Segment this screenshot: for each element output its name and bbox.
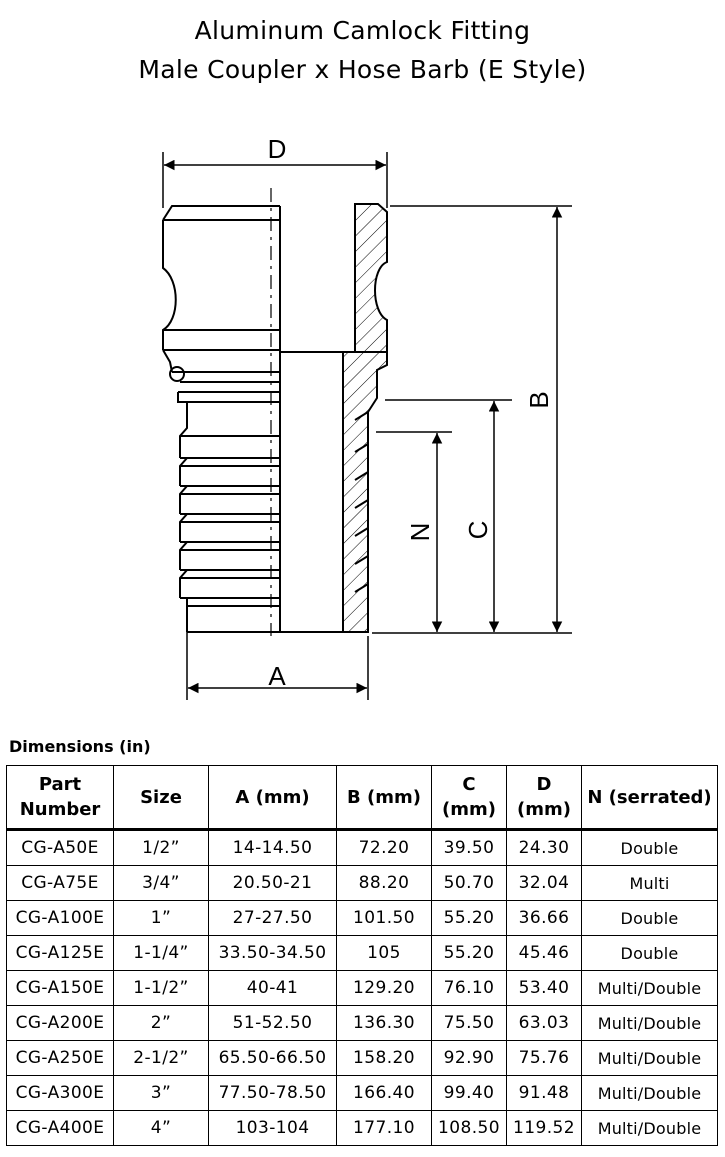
cell-d: 24.30 xyxy=(507,830,582,866)
cell-n: Double xyxy=(582,901,718,936)
header-a: A (mm) xyxy=(209,766,337,830)
cell-d: 53.40 xyxy=(507,971,582,1006)
cell-b: 88.20 xyxy=(337,866,432,901)
cell-d: 36.66 xyxy=(507,901,582,936)
coupler-head-section xyxy=(355,204,387,352)
cell-part: CG-A200E xyxy=(7,1006,114,1041)
header-c xyxy=(432,766,507,830)
cell-c: 75.50 xyxy=(432,1006,507,1041)
cell-size: 1-1/2” xyxy=(114,971,209,1006)
title-line-1: Aluminum Camlock Fitting xyxy=(194,16,531,45)
cell-part: CG-A150E xyxy=(7,971,114,1006)
cell-part: CG-A250E xyxy=(7,1041,114,1076)
cell-a: 33.50-34.50 xyxy=(209,936,337,971)
cell-n: Multi/Double xyxy=(582,1111,718,1146)
cell-d: 63.03 xyxy=(507,1006,582,1041)
cell-size: 2-1/2” xyxy=(114,1041,209,1076)
cell-size: 1-1/4” xyxy=(114,936,209,971)
cell-part: CG-A300E xyxy=(7,1076,114,1111)
cell-c: 39.50 xyxy=(432,830,507,866)
cell-a: 20.50-21 xyxy=(209,866,337,901)
title-line-2: Male Coupler x Hose Barb (E Style) xyxy=(138,55,587,84)
table-row xyxy=(7,866,718,901)
cell-d: 45.46 xyxy=(507,936,582,971)
cell-part: CG-A125E xyxy=(7,936,114,971)
header-part-number xyxy=(7,766,114,830)
cell-a: 65.50-66.50 xyxy=(209,1041,337,1076)
cell-n: Double xyxy=(582,936,718,971)
cell-b: 101.50 xyxy=(337,901,432,936)
cell-n: Multi/Double xyxy=(582,1006,718,1041)
cell-c: 108.50 xyxy=(432,1111,507,1146)
cell-a: 40-41 xyxy=(209,971,337,1006)
dim-label-a: A xyxy=(268,661,286,691)
cell-n: Double xyxy=(582,830,718,866)
cell-d: 91.48 xyxy=(507,1076,582,1111)
header-c-line2: (mm) xyxy=(442,799,496,820)
cell-size: 3” xyxy=(114,1076,209,1111)
dim-label-d: D xyxy=(267,134,287,164)
cell-size: 4” xyxy=(114,1111,209,1146)
cell-c: 92.90 xyxy=(432,1041,507,1076)
cell-b: 136.30 xyxy=(337,1006,432,1041)
cell-a: 77.50-78.50 xyxy=(209,1076,337,1111)
header-part-number-line1: Part xyxy=(38,774,82,795)
barb-wall-section xyxy=(343,352,387,632)
cell-a: 103-104 xyxy=(209,1111,337,1146)
cell-c: 50.70 xyxy=(432,866,507,901)
cell-size: 1/2” xyxy=(114,830,209,866)
dimension-c xyxy=(385,400,512,632)
cell-d: 119.52 xyxy=(507,1111,582,1146)
coupler-outline xyxy=(163,206,368,632)
header-n: N (serrated) xyxy=(582,766,718,830)
cell-c: 55.20 xyxy=(432,936,507,971)
cell-c: 76.10 xyxy=(432,971,507,1006)
header-d xyxy=(507,766,582,830)
cell-b: 105 xyxy=(337,936,432,971)
table-row xyxy=(7,971,718,1006)
table-row xyxy=(7,830,718,866)
dim-label-c: C xyxy=(463,520,493,540)
cell-b: 158.20 xyxy=(337,1041,432,1076)
cell-c: 99.40 xyxy=(432,1076,507,1111)
cell-b: 129.20 xyxy=(337,971,432,1006)
cell-n: Multi/Double xyxy=(582,971,718,1006)
table-row xyxy=(7,936,718,971)
table-row xyxy=(7,1076,718,1111)
cell-n: Multi xyxy=(582,866,718,901)
cell-c: 55.20 xyxy=(432,901,507,936)
cell-part: CG-A400E xyxy=(7,1111,114,1146)
cell-a: 27-27.50 xyxy=(209,901,337,936)
cell-size: 1” xyxy=(114,901,209,936)
header-c-line1: C xyxy=(462,774,476,795)
table-row xyxy=(7,901,718,936)
header-d-line1: D xyxy=(536,774,552,795)
cell-part: CG-A100E xyxy=(7,901,114,936)
header-part-number-line2: Number xyxy=(19,799,101,820)
dimension-b xyxy=(372,206,572,633)
table-header-row xyxy=(7,766,718,830)
table-row xyxy=(7,1111,718,1146)
cell-n: Multi/Double xyxy=(582,1076,718,1111)
cell-part: CG-A50E xyxy=(7,830,114,866)
cell-n: Multi/Double xyxy=(582,1041,718,1076)
cell-d: 32.04 xyxy=(507,866,582,901)
dim-label-n: N xyxy=(405,522,435,542)
table-row xyxy=(7,1041,718,1076)
dimensions-table xyxy=(6,765,718,1146)
cell-part: CG-A75E xyxy=(7,866,114,901)
header-b: B (mm) xyxy=(337,766,432,830)
cell-size: 2” xyxy=(114,1006,209,1041)
cell-b: 72.20 xyxy=(337,830,432,866)
header-size: Size xyxy=(114,766,209,830)
cell-a: 14-14.50 xyxy=(209,830,337,866)
cell-size: 3/4” xyxy=(114,866,209,901)
cell-b: 177.10 xyxy=(337,1111,432,1146)
cell-d: 75.76 xyxy=(507,1041,582,1076)
cell-b: 166.40 xyxy=(337,1076,432,1111)
table-body xyxy=(7,830,718,1146)
header-d-line2: (mm) xyxy=(517,799,571,820)
dimensions-heading: Dimensions (in) xyxy=(9,737,151,756)
table-row xyxy=(7,1006,718,1041)
cell-a: 51-52.50 xyxy=(209,1006,337,1041)
dim-label-b: B xyxy=(524,391,554,409)
